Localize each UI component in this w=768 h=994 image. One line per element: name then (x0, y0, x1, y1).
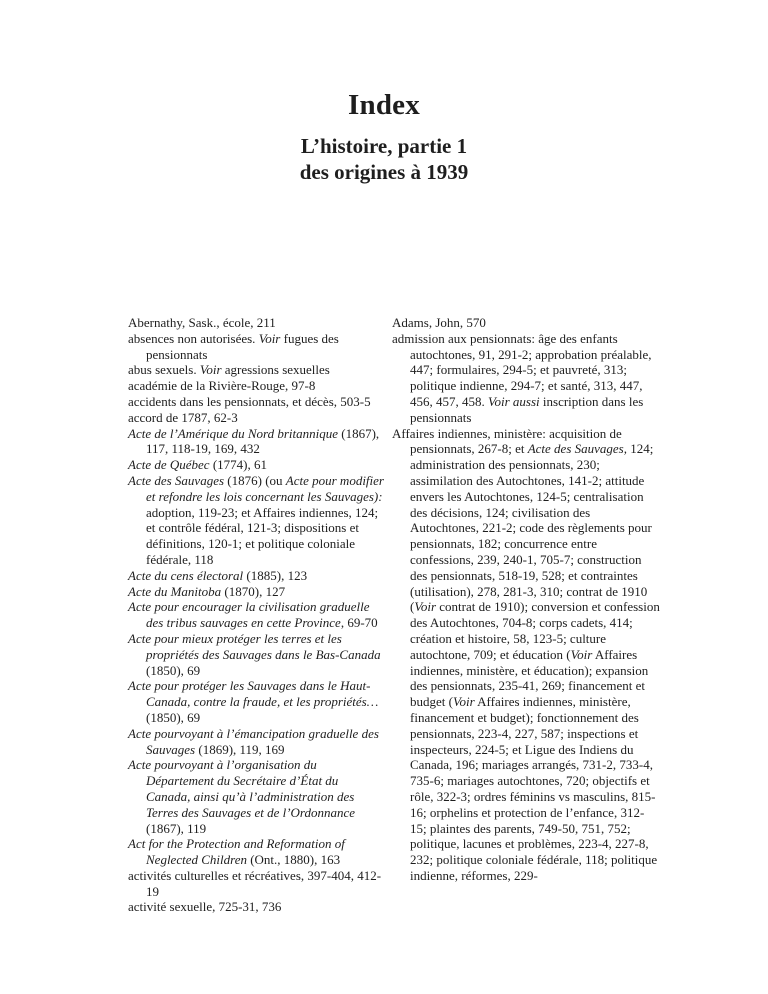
index-column-right (392, 315, 660, 884)
index-entry: Acte pour mieux protéger les terres et les propriétés des Sauvages dans le Bas-Canada (1850), 69 (128, 630, 381, 678)
index-entry: absences non autorisées. Voir fugues des pensionnats (128, 330, 339, 362)
index-entry: Adams, John, 570 (392, 315, 486, 330)
page-subtitle-line2: des origines à 1939 (299, 160, 469, 184)
index-entry: Acte du Manitoba (1870), 127 (128, 583, 286, 599)
index-entry: admission aux pensionnats: âge des enfants autochtones, 91, 291-2; approbation préalable, 447; formulaires, 294-5; et pauvreté, 313; politique indienne, 294-7; et santé, 313, 447, 456, 457, 458. Voir aussi inscription dans les pensionnats (392, 330, 652, 425)
index-entry: activités culturelles et récréatives, 397-404, 412-19 (128, 867, 382, 899)
page-subtitle-line1: L’histoire, partie 1 (300, 134, 468, 158)
index-entry: activité sexuelle, 725-31, 736 (128, 899, 282, 915)
index-entry: Acte pour protéger les Sauvages dans le Haut-Canada, contre la fraude, et les propriétés… (1850), 69 (128, 678, 379, 725)
page-subtitle (0, 133, 768, 185)
index-column-left (128, 315, 384, 915)
index-entry: Acte de l’Amérique du Nord britannique (1867), 117, 118-19, 169, 432 (128, 425, 380, 457)
index-entry: Acte pour encourager la civilisation graduelle des tribus sauvages en cette Province, 69-70 (128, 599, 378, 631)
index-entry: Acte pourvoyant à l’émancipation graduelle des Sauvages (1869), 119, 169 (128, 725, 379, 757)
index-entry: Abernathy, Sask., école, 211 (128, 315, 276, 330)
index-entry: Act for the Protection and Reformation of Neglected Children (Ont., 1880), 163 (128, 836, 345, 868)
index-entry: Acte des Sauvages (1876) (ou Acte pour modifier et refondre les lois concernant les Sauvages): adoption, 119-23; et Affaires indiennes, 124; et contrôle fédéral, 121-3; dispositions et définitions, 120-1; et politique coloniale fédérale, 118 (128, 472, 384, 567)
index-entry: Affaires indiennes, ministère: acquisition de pensionnats, 267-8; et Acte des Sauvages, 124; administration des pensionnats, 230; assimilation des Autochtones, 141-2; attitude envers les Autochtones, 124-5; centralisation des décisions, 124; civilisation des Autochtones, 221-2; code des règlements pour pensionnats, 182; concurrence entre confessions, 239, 240-1, 705-7; construction des pensionnats, 518-19, 528; et contraintes (utilisation), 278, 281-3, 310; contrat de 1910 (Voir contrat de 1910); conversion et confession des Autochtones, 704-8; corps cadets, 414; création et histoire, 58, 123-5; culture autochtone, 709; et éducation (Voir Affaires indiennes, ministère, et éducation); expansion des pensionnats, 235-41, 269; financement et budget (Voir Affaires indiennes, ministère, financement et budget); fonctionnement des pensionnats, 223-4, 227, 587; inspections et inspecteurs, 224-5; et Ligue des Indiens du Canada, 196; mariages arrangés, 731-2, 733-4, 735-6; mariages autochtones, 720; objectifs et rôle, 322-3; ordres féminins vs masculins, 815-16; orphelins et protection de l’enfance, 312-15; plaintes des parents, 749-50, 751, 752; politique, lacunes et problèmes, 223-4, 227-8, 232; politique coloniale fédérale, 118; politique indienne, réformes, 229- (392, 425, 660, 883)
index-entry: accord de 1787, 62-3 (128, 409, 238, 425)
title-block (0, 90, 768, 185)
index-entry: accidents dans les pensionnats, et décès, 503-5 (128, 393, 371, 409)
index-entry: Acte pourvoyant à l’organisation du Département du Secrétaire d’État du Canada, ainsi qu’à l’administration des Terres des Sauvages et de l’Ordonnance (1867), 119 (128, 757, 356, 836)
index-entry: abus sexuels. Voir agressions sexuelles (128, 362, 330, 378)
index-columns (128, 315, 660, 915)
page-title: Index (348, 89, 420, 121)
index-entry: académie de la Rivière-Rouge, 97-8 (128, 378, 316, 394)
index-entry: Acte de Québec (1774), 61 (128, 457, 267, 473)
index-entry: Acte du cens électoral (1885), 123 (128, 567, 308, 583)
